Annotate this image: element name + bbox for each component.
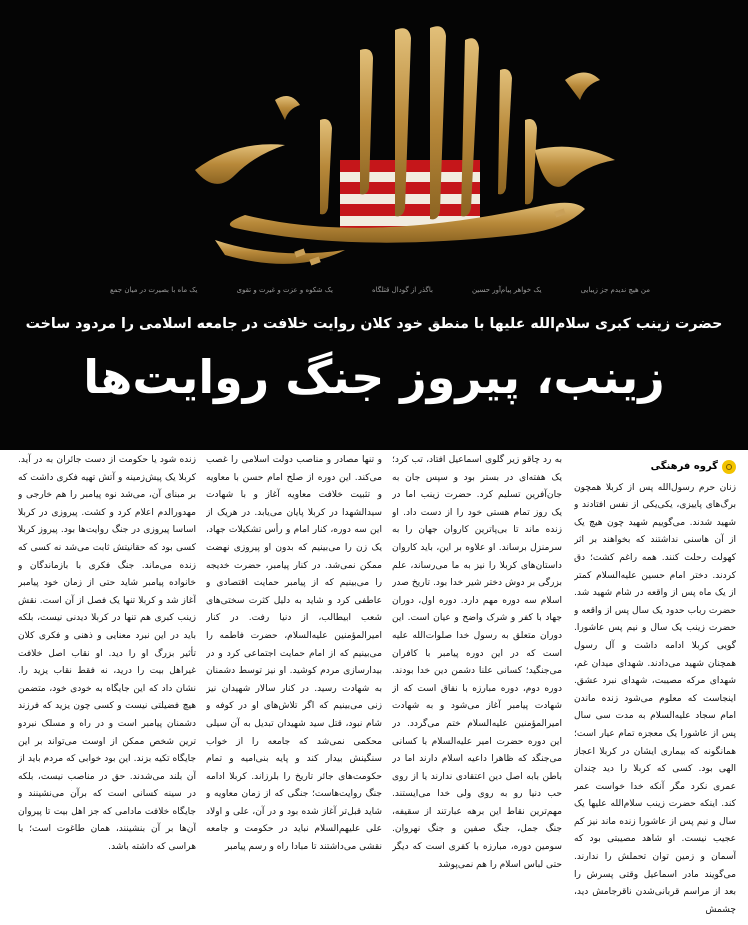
article-text: زنده شود یا حکومت از دست جائران به در آید. کربلا یک پیش‌زمینه و آتش تهیه فکری داشت که بر مبنای آن، می‌شد نوه پیامبر را هم خارجی و مهدورالدم اعلام کرد و کشت. پیروزی در کربلا اساسا پیروزی در جنگ روایت‌ها بود. پیروز کربلا کسی بود که حقانیتش ثابت می‌شد نه کسی که زنده می‌ماند. جنگ فکری با بازماندگان و خانواده پیامبر شاید حتی از زمان خود پیامبر آغاز شد و کربلا تنها یک فصل از آن است. نقش زینب کبری هم تنها در کربلا دیدنی نیست، بلکه باید در این نبرد معنایی و ذهنی و فکری کلان تأثیر بزرگ او را دید. او نقاب اصل خلافت غیراهل بیت را درید، نه فقط نقاب یزید را. نشان داد که این جایگاه به خودی خود، متضمن هیچ فضیلتی نیست و کسی چون یزید که فرزند دشمنان پیامبر است و در راه و مسلک نبردو ترین شخص ممکن از اوست می‌تواند بر این جایگاه تکیه بزند. این بود خوابی که مردم باید از آن بلند می‌شدند. حق در مناصب نیست، بلکه در سینه کسانی است که برآن می‌نشینند و جایگاه خلافت مادامی که جز اهل بیت تا پیروان آن‌ها بر آن بنشینند، همان طاغوت است؛ با هراسی که داشته باشد. [18, 455, 196, 853]
article-text: و تنها مصادر و مناصب دولت اسلامی را غصب می‌کند. این دوره از صلح امام حسن با معاویه و تثبیت خلافت معاویه آغاز و با شهادت سیدالشهدا در کربلا پایان می‌یابد. در هریک از این سه دوره، کنار امام و رأس تشکیلات جهاد، یک زن را می‌بینیم که بدون او پیروزی نهضت ممکن نمی‌شد. در کنار پیامبر، حضرت خدیجه را می‌بینیم که از پیامبر حمایت اقتصادی و عاطفی کرد و شاید به دلیل کثرت سختی‌های شعب ابیطالب، از دنیا رفت. در کنار امیرالمؤمنین علیه‌السلام، حضرت فاطمه را می‌بینیم که از امام حمایت اجتماعی کرد و در بیدارسازی مردم کوشید. او نیز توسط دشمنان به شهادت رسید. در کنار سالار شهیدان نیز زنی می‌بینیم که اگر تلاش‌های او در کوفه و شام نبود، قتل سید شهیدان تبدیل به آن سیلی محکمی نمی‌شد که جامعه را از خواب سنگینش بیدار کند و پایه بنی‌امیه و تمام حکومت‌های جائر تاریخ را بلرزاند. کربلا ادامه جنگ روایت‌هاست؛ جنگی که از زمان معاویه و شاید قبل‌تر آغاز شده بود و در آن، علی و اولاد علی علیهم‌السلام نباید در حکومت و جامعه نقشی می‌داشتند تا مبادا راه و رسم پیامبر [206, 455, 382, 853]
article-text: به رد چاقو زیر گلوی اسماعیل افتاد، تب کرد؛ یک هفته‌ای در بستر بود و سپس جان به جان‌آفرین تسلیم کرد. حضرت زینب اما در یک روز تمام هستی خود را از دست داد. او زنده ماند تا بی‌پاترین کاروان جهان را به سرمنزل برساند. او علاوه بر این، باید کاروان داستان‌های کربلا را نیز به ما می‌رساند، علم بزرگی بر دوش دختر شیر خدا بود. تاریخ صدر اسلام سه دوره مهم دارد. دوره اول، دوران جهاد با کفر و شرک واضح و عیان است. این دوران متعلق به رسول خدا صلوات‌الله علیه است که در این دوره پیامبر با کافران می‌جنگید؛ کسانی علنا دشمن دین خدا بودند. دوره دوم، دوره مبارزه با نفاق است که از شهادت پیامبر آغاز می‌شود و به شهادت امیرالمؤمنین علیه‌السلام ختم می‌گردد. در این دوره حضرت امیر علیه‌السلام با کسانی می‌جنگد که ظاهرا داعیه اسلام دارند اما در باطن بابه اصل دین اعتقادی ندارند یا از روی حب دنیا رو به روی ولی خدا می‌ایستند. مهم‌ترین نقاط این برهه عبارتند از سقیفه، جنگ جمل، جنگ صفین و جنگ نهروان. سومین دوره، مبارزه با کفری است که دیگر حتی لباس اسلام را هم نمی‌پوشد [392, 455, 562, 870]
headline: زینب، پیروز جنگ روایت‌ها [83, 350, 665, 404]
kicker: حضرت زینب کبری سلام‌الله علیها با منطق خود کلان روایت خلافت در جامعه اسلامی را مردود ساخت [25, 316, 723, 332]
calligraphy-artwork [95, 10, 675, 285]
article-column-2 [392, 452, 562, 922]
caption-item: من هیچ ندیدم جز زیبایی [580, 286, 650, 294]
caption-item: یک خواهر پیام‌آور حسین [471, 286, 542, 294]
calligraphy-strokes [195, 26, 615, 264]
caption-item: یک ماه با بصیرت در میان جمع [110, 286, 198, 294]
caption-item: یک شکوه و عزت و غیرت و تقوی [236, 286, 333, 294]
article-column-4 [18, 452, 196, 922]
article-text: زنان حرم رسول‌الله پس از کربلا همچون برگ‌های پاییزی، یکی‌یکی از نفس افتادند و شهید شدند. می‌گوییم شهید چون هیچ یک از آن هاسنی نداشتند که بخواهند بر اثر کهولت رحلت کنند. همه راغم کشت؛ دق کردند. دختر امام حسین علیه‌السلام کمتر از یک ماه پس از واقعه در شام شهید شد. حضرت رباب حدود یک سال پس از واقعه و حضرت زینب یک سال و نیم پس عاشورا. گویی کربلا ادامه داشت و آل رسول همچنان شهید می‌دادند. شهدای میدان غم، شهدای مرکه مصیبت، شهدای نبرد عشق. اینجاست که معلوم می‌شود زنده ماندن امام سجاد علیه‌السلام به مدت سی سال پس از عاشورا یک معجزه تمام عیار است؛ همانگونه که بیماری ایشان در کربلا اعجاز الهی بود. کسی که کربلا را دید چندان عمری نکرد مگر آنکه خدا خواست عمر کند. اینکه حضرت زینب سلام‌الله علیها یک سال و نیم پس از عاشورا زنده ماند نیز کم عجیب نیست. او شاهد مصیبتی بود که آسمان و زمین توان تحملش را ندارند. می‌گویند مادر اسماعیل وقتی پسرش را بعد از مراسم قربانی‌شدن ناقرجامش دید، چشمش [574, 482, 736, 915]
section-label: گروه فرهنگی [650, 461, 718, 472]
section-logo-icon [722, 460, 736, 474]
article-column-3 [206, 452, 382, 922]
section-header [574, 458, 736, 476]
image-caption [110, 286, 650, 300]
header-banner [0, 0, 748, 450]
caption-item: باگذر از گودال قتلگاه [371, 286, 433, 294]
article-column-1 [574, 452, 736, 922]
